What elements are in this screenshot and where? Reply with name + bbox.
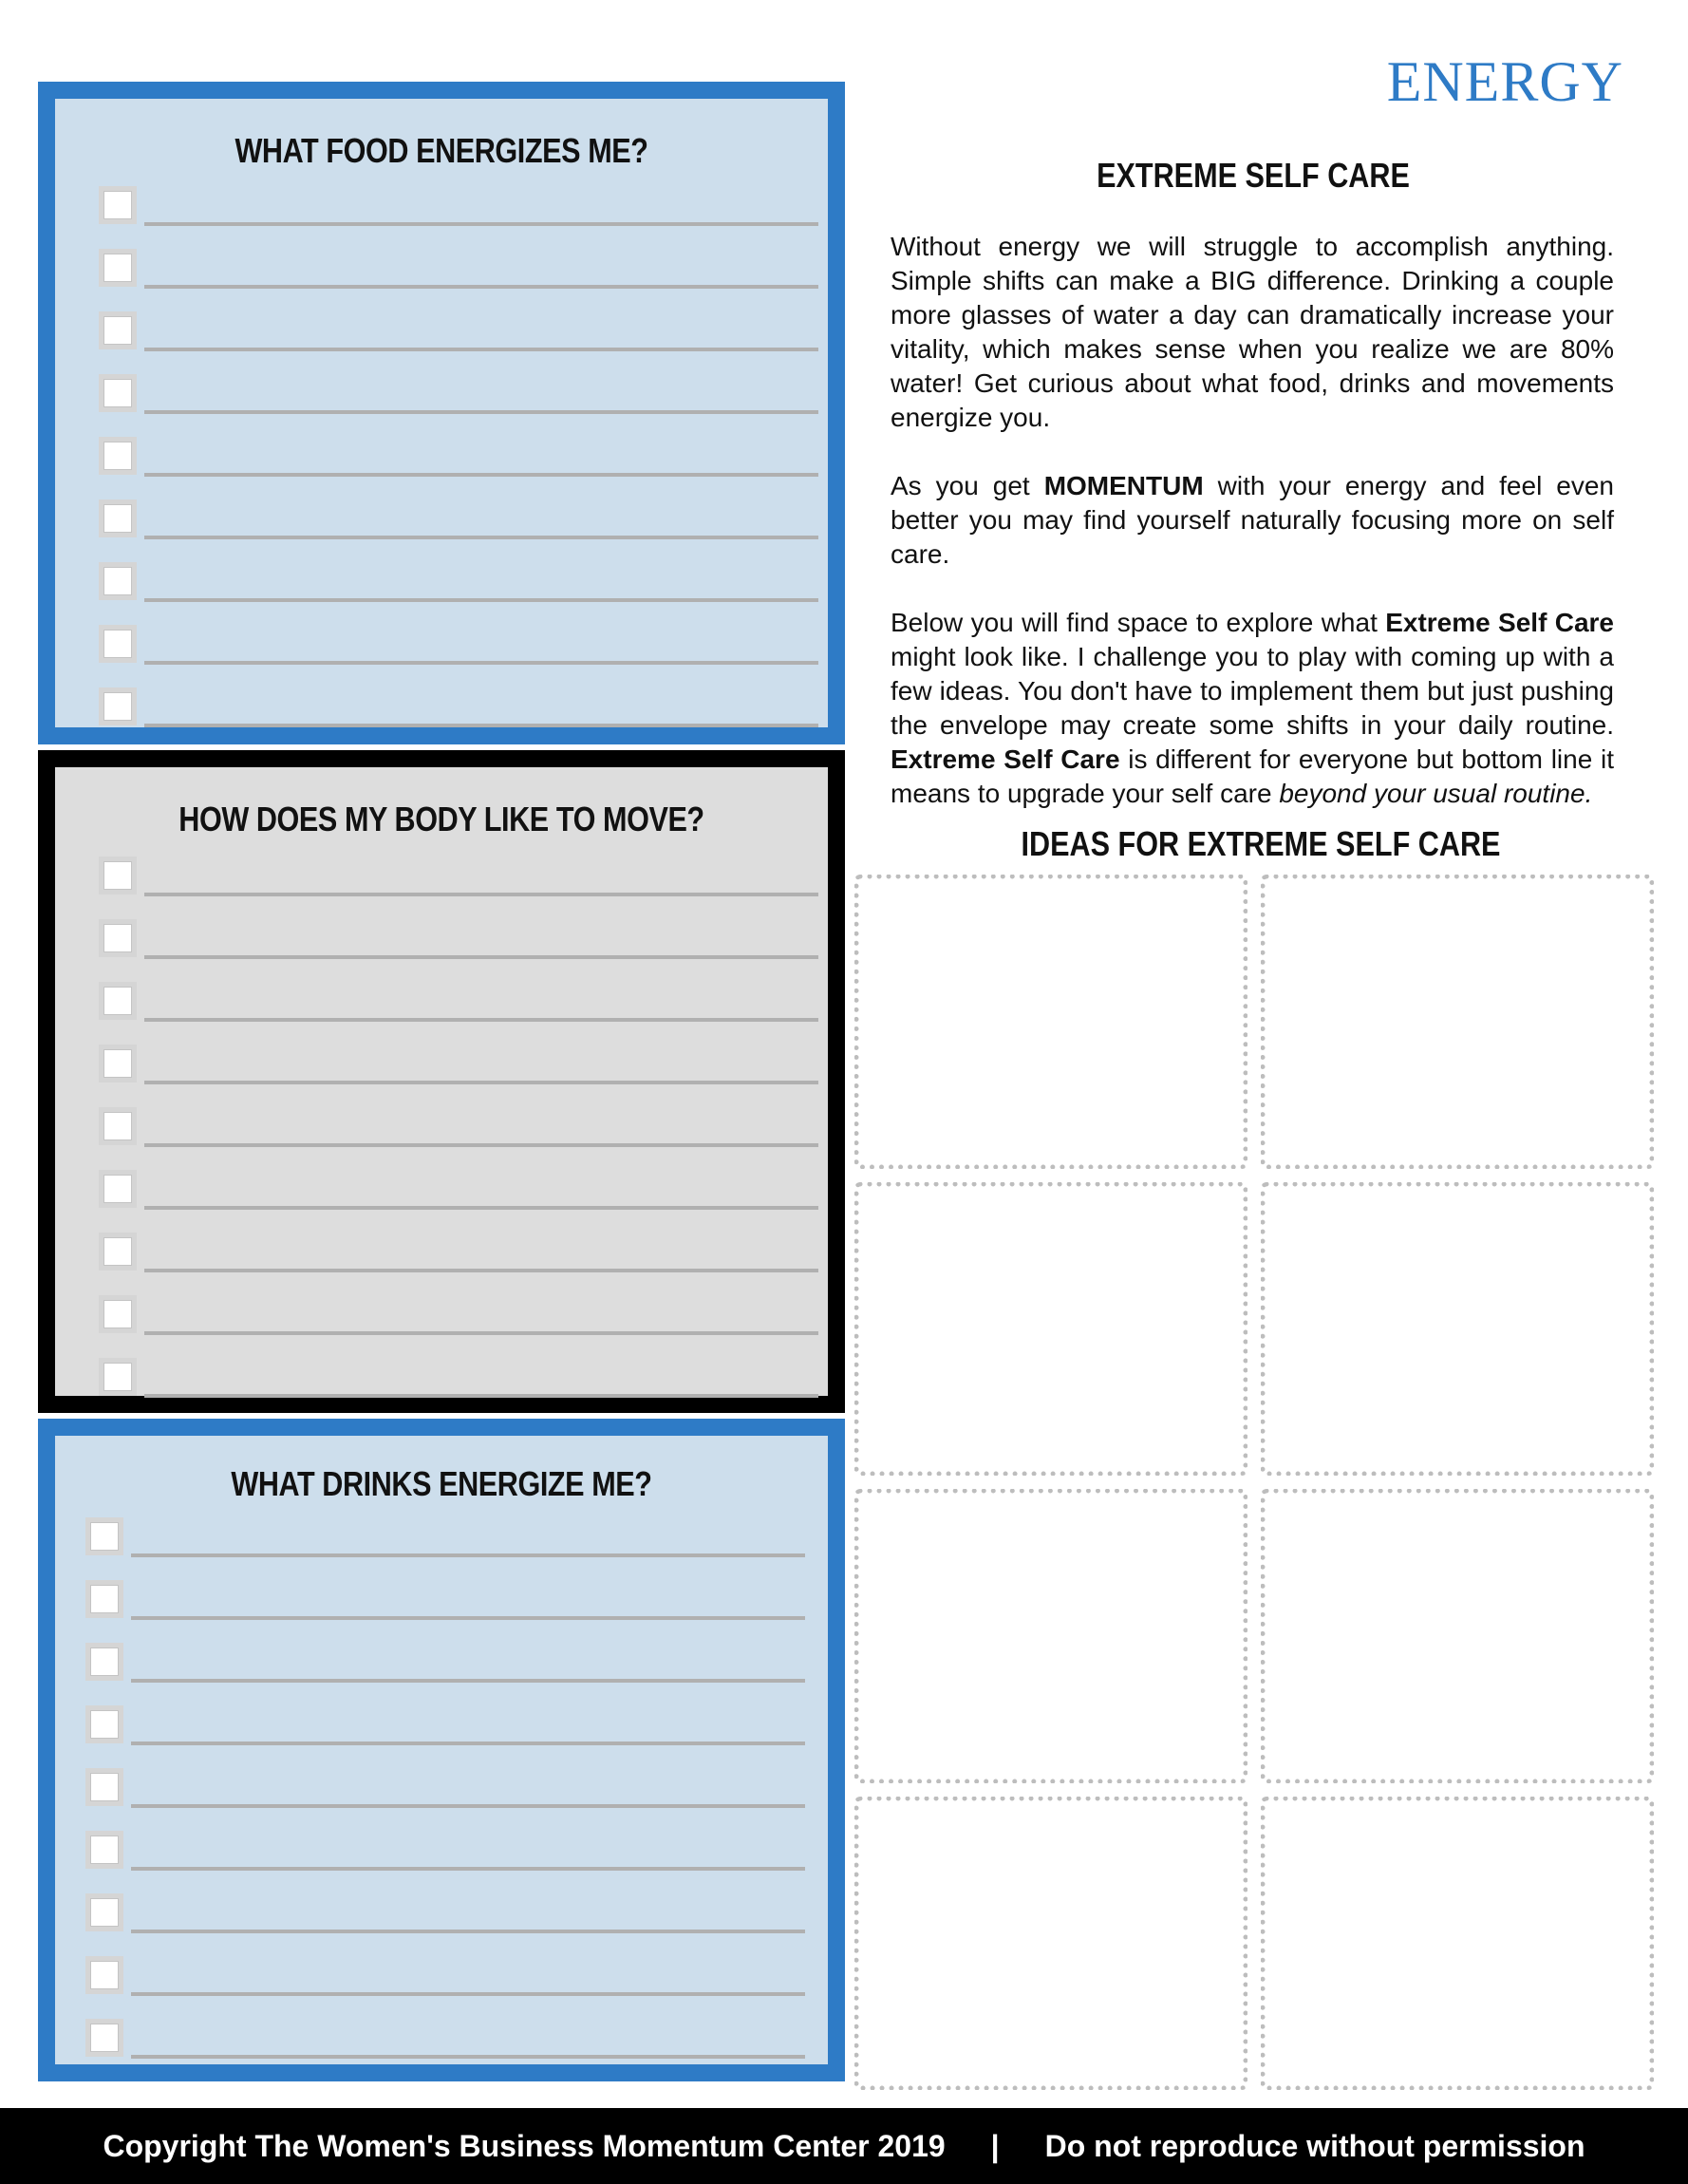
drinks-write-line[interactable] [131,1616,805,1620]
drinks-checklist-row [85,1755,805,1817]
food-write-line[interactable] [144,724,818,727]
food-checkbox[interactable] [99,499,137,537]
drinks-write-line[interactable] [131,1804,805,1808]
selfcare-body [891,230,1614,845]
move-write-line[interactable] [144,955,818,959]
food-checkbox[interactable] [99,186,137,224]
drinks-checklist-row [85,1567,805,1629]
idea-box[interactable] [854,1489,1247,1783]
food-checklist-row [99,361,818,424]
idea-box[interactable] [1261,875,1654,1169]
move-rows [99,843,818,1407]
food-write-line[interactable] [144,536,818,539]
drinks-panel [38,1419,845,2081]
food-checklist-row [99,424,818,486]
drinks-checkbox[interactable] [85,1517,123,1555]
idea-box[interactable] [854,875,1247,1169]
food-checkbox[interactable] [99,437,137,475]
move-checkbox[interactable] [99,1170,137,1208]
page-title: ENERGY [1386,50,1623,113]
move-checkbox[interactable] [99,1295,137,1333]
food-checkbox[interactable] [99,311,137,349]
food-checklist-row [99,612,818,674]
move-panel [38,750,845,1413]
idea-box[interactable] [1261,1182,1654,1477]
food-write-line[interactable] [144,348,818,351]
selfcare-paragraph-2: As you get MOMENTUM with your energy and feel even better you may find yourself naturally focusing more on self care. [891,471,1614,569]
drinks-checkbox[interactable] [85,2019,123,2057]
ideas-grid [854,875,1654,2090]
selfcare-paragraph-3: Below you will find space to explore what Extreme Self Care might look like. I challenge you to play with coming up with a few ideas. You don't have to implement them but just pushing the envelope may create some shifts in your daily routine. Extreme Self Care is different for everyone but bottom line it means to upgrade your self care beyond your usual routine. [891,608,1615,808]
move-checklist-row [99,1219,818,1282]
drinks-write-line[interactable] [131,1742,805,1745]
selfcare-paragraph-1: Without energy we will struggle to accomplish anything. Simple shifts can make a BIG difference. Drinking a couple more glasses of water a day can dramatically increase your vitality, which makes sense when you realize we are 80% water! Get curious about what food, drinks and movements energize you. [891,232,1614,432]
food-write-line[interactable] [144,661,818,665]
ideas-heading: IDEAS FOR EXTREME SELF CARE [1021,824,1501,863]
drinks-checkbox[interactable] [85,1956,123,1994]
move-checkbox[interactable] [99,1233,137,1271]
move-write-line[interactable] [144,1206,818,1210]
drinks-checklist-row [85,1629,805,1692]
move-checklist-row [99,1157,818,1219]
move-write-line[interactable] [144,1143,818,1147]
food-checklist-row [99,298,818,361]
move-checklist-row [99,1282,818,1345]
move-write-line[interactable] [144,1018,818,1022]
idea-box[interactable] [1261,1797,1654,2091]
drinks-write-line[interactable] [131,1930,805,1933]
food-rows [99,173,818,737]
selfcare-heading: EXTREME SELF CARE [1097,156,1410,195]
move-checkbox[interactable] [99,919,137,957]
food-checkbox[interactable] [99,374,137,412]
move-checkbox[interactable] [99,1045,137,1083]
move-checklist-row [99,969,818,1031]
move-panel-title: HOW DOES MY BODY LIKE TO MOVE? [178,800,704,838]
move-checklist-row [99,843,818,906]
drinks-checkbox[interactable] [85,1893,123,1931]
drinks-checklist-row [85,1943,805,2005]
food-panel [38,82,845,744]
drinks-checklist-row [85,1880,805,1943]
move-write-line[interactable] [144,1331,818,1335]
move-write-line[interactable] [144,1269,818,1272]
drinks-checkbox[interactable] [85,1831,123,1869]
drinks-checkbox[interactable] [85,1643,123,1681]
drinks-checkbox[interactable] [85,1705,123,1743]
idea-box[interactable] [1261,1489,1654,1783]
move-checklist-row [99,1345,818,1407]
drinks-checklist-row [85,1692,805,1755]
food-checkbox[interactable] [99,249,137,287]
move-checklist-row [99,1031,818,1094]
footer-copyright: Copyright The Women's Business Momentum Center 2019 [103,2128,946,2163]
drinks-checklist-row [85,1504,805,1567]
food-write-line[interactable] [144,222,818,226]
footer [0,2108,1688,2184]
food-checklist-row [99,173,818,235]
food-checkbox[interactable] [99,625,137,663]
food-checkbox[interactable] [99,562,137,600]
move-checklist-row [99,1094,818,1157]
drinks-write-line[interactable] [131,1867,805,1871]
food-checklist-row [99,235,818,298]
food-panel-title: WHAT FOOD ENERGIZES ME? [234,131,648,170]
food-checklist-row [99,549,818,612]
food-checkbox[interactable] [99,687,137,725]
drinks-rows [85,1504,805,2068]
food-write-line[interactable] [144,598,818,602]
move-write-line[interactable] [144,1394,818,1398]
drinks-checklist-row [85,1817,805,1880]
food-checklist-row [99,674,818,737]
move-checklist-row [99,906,818,969]
food-checklist-row [99,486,818,549]
move-checkbox[interactable] [99,1107,137,1145]
food-write-line[interactable] [144,285,818,289]
drinks-write-line[interactable] [131,1553,805,1557]
drinks-write-line[interactable] [131,2055,805,2059]
footer-separator: | [990,2128,1000,2163]
food-write-line[interactable] [144,473,818,477]
drinks-checklist-row [85,2005,805,2068]
drinks-write-line[interactable] [131,1992,805,1996]
move-write-line[interactable] [144,893,818,896]
move-checkbox[interactable] [99,982,137,1020]
idea-box[interactable] [854,1797,1247,2091]
move-checkbox[interactable] [99,1358,137,1396]
footer-notice: Do not reproduce without permission [1044,2128,1585,2163]
idea-box[interactable] [854,1182,1247,1477]
move-checkbox[interactable] [99,857,137,894]
drinks-checkbox[interactable] [85,1580,123,1618]
move-write-line[interactable] [144,1081,818,1084]
drinks-write-line[interactable] [131,1679,805,1683]
drinks-panel-title: WHAT DRINKS ENERGIZE ME? [231,1464,652,1503]
food-write-line[interactable] [144,410,818,414]
drinks-checkbox[interactable] [85,1768,123,1806]
